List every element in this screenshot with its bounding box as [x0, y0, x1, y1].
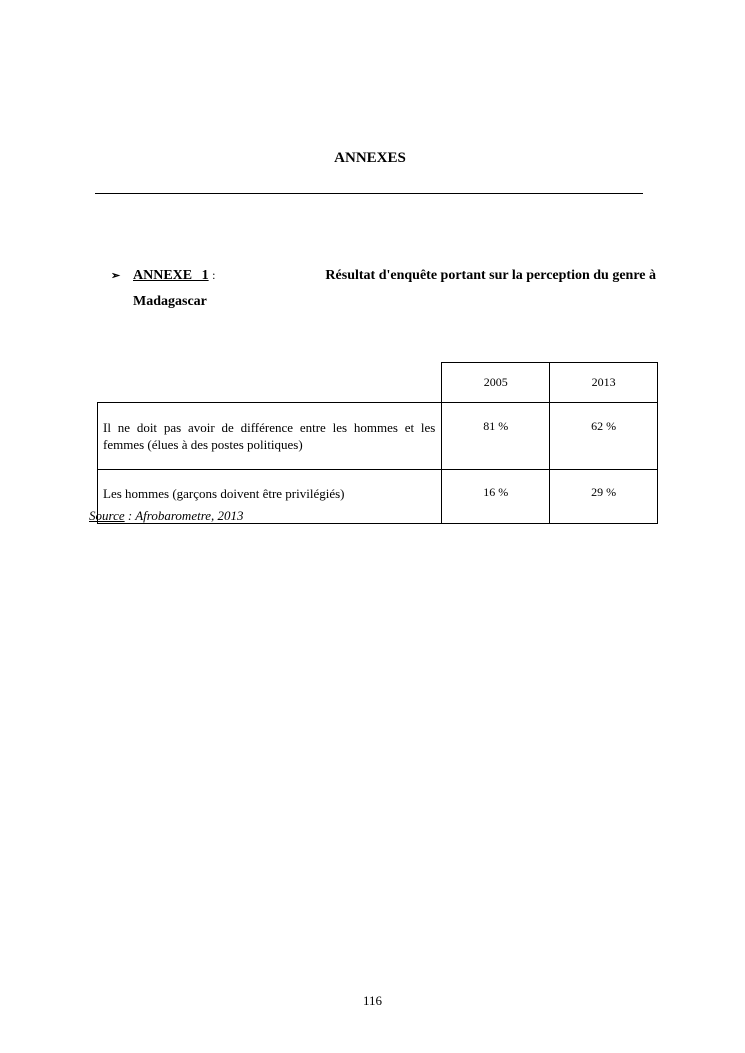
table-header-blank	[98, 363, 442, 403]
annex-label: ANNEXE 1	[133, 268, 209, 283]
source-label: Source	[89, 508, 125, 523]
page-number: 116	[362, 993, 383, 1008]
cell-value-2005: 16 %	[442, 470, 550, 524]
annex-separator: :	[212, 268, 216, 282]
cell-value-2005: 81 %	[442, 403, 550, 470]
row-label: Il ne doit pas avoir de différence entre les hommes et les femmes (élues à des postes politiques)	[98, 403, 442, 470]
page-title: ANNEXES	[334, 150, 406, 166]
table-header-row	[98, 363, 658, 403]
annex-heading	[111, 268, 656, 310]
row-label: Les hommes (garçons doivent être privilégiés)	[98, 470, 442, 524]
column-header-2005: 2005	[442, 363, 550, 403]
column-header-2013: 2013	[550, 363, 658, 403]
cell-value-2013: 62 %	[550, 403, 658, 470]
survey-results-table	[97, 362, 658, 524]
annex-title-line-1: Résultat d'enquête portant sur la perception du genre à	[325, 268, 656, 283]
title-divider	[95, 193, 643, 194]
source-text: : Afrobarometre, 2013	[124, 508, 244, 523]
cell-value-2013: 29 %	[550, 470, 658, 524]
annex-heading-line-1	[111, 268, 656, 284]
source-note	[89, 508, 244, 524]
arrow-bullet-icon: ➢	[111, 270, 121, 282]
annex-title-line-2: Madagascar	[133, 294, 207, 309]
table-row	[98, 403, 658, 470]
